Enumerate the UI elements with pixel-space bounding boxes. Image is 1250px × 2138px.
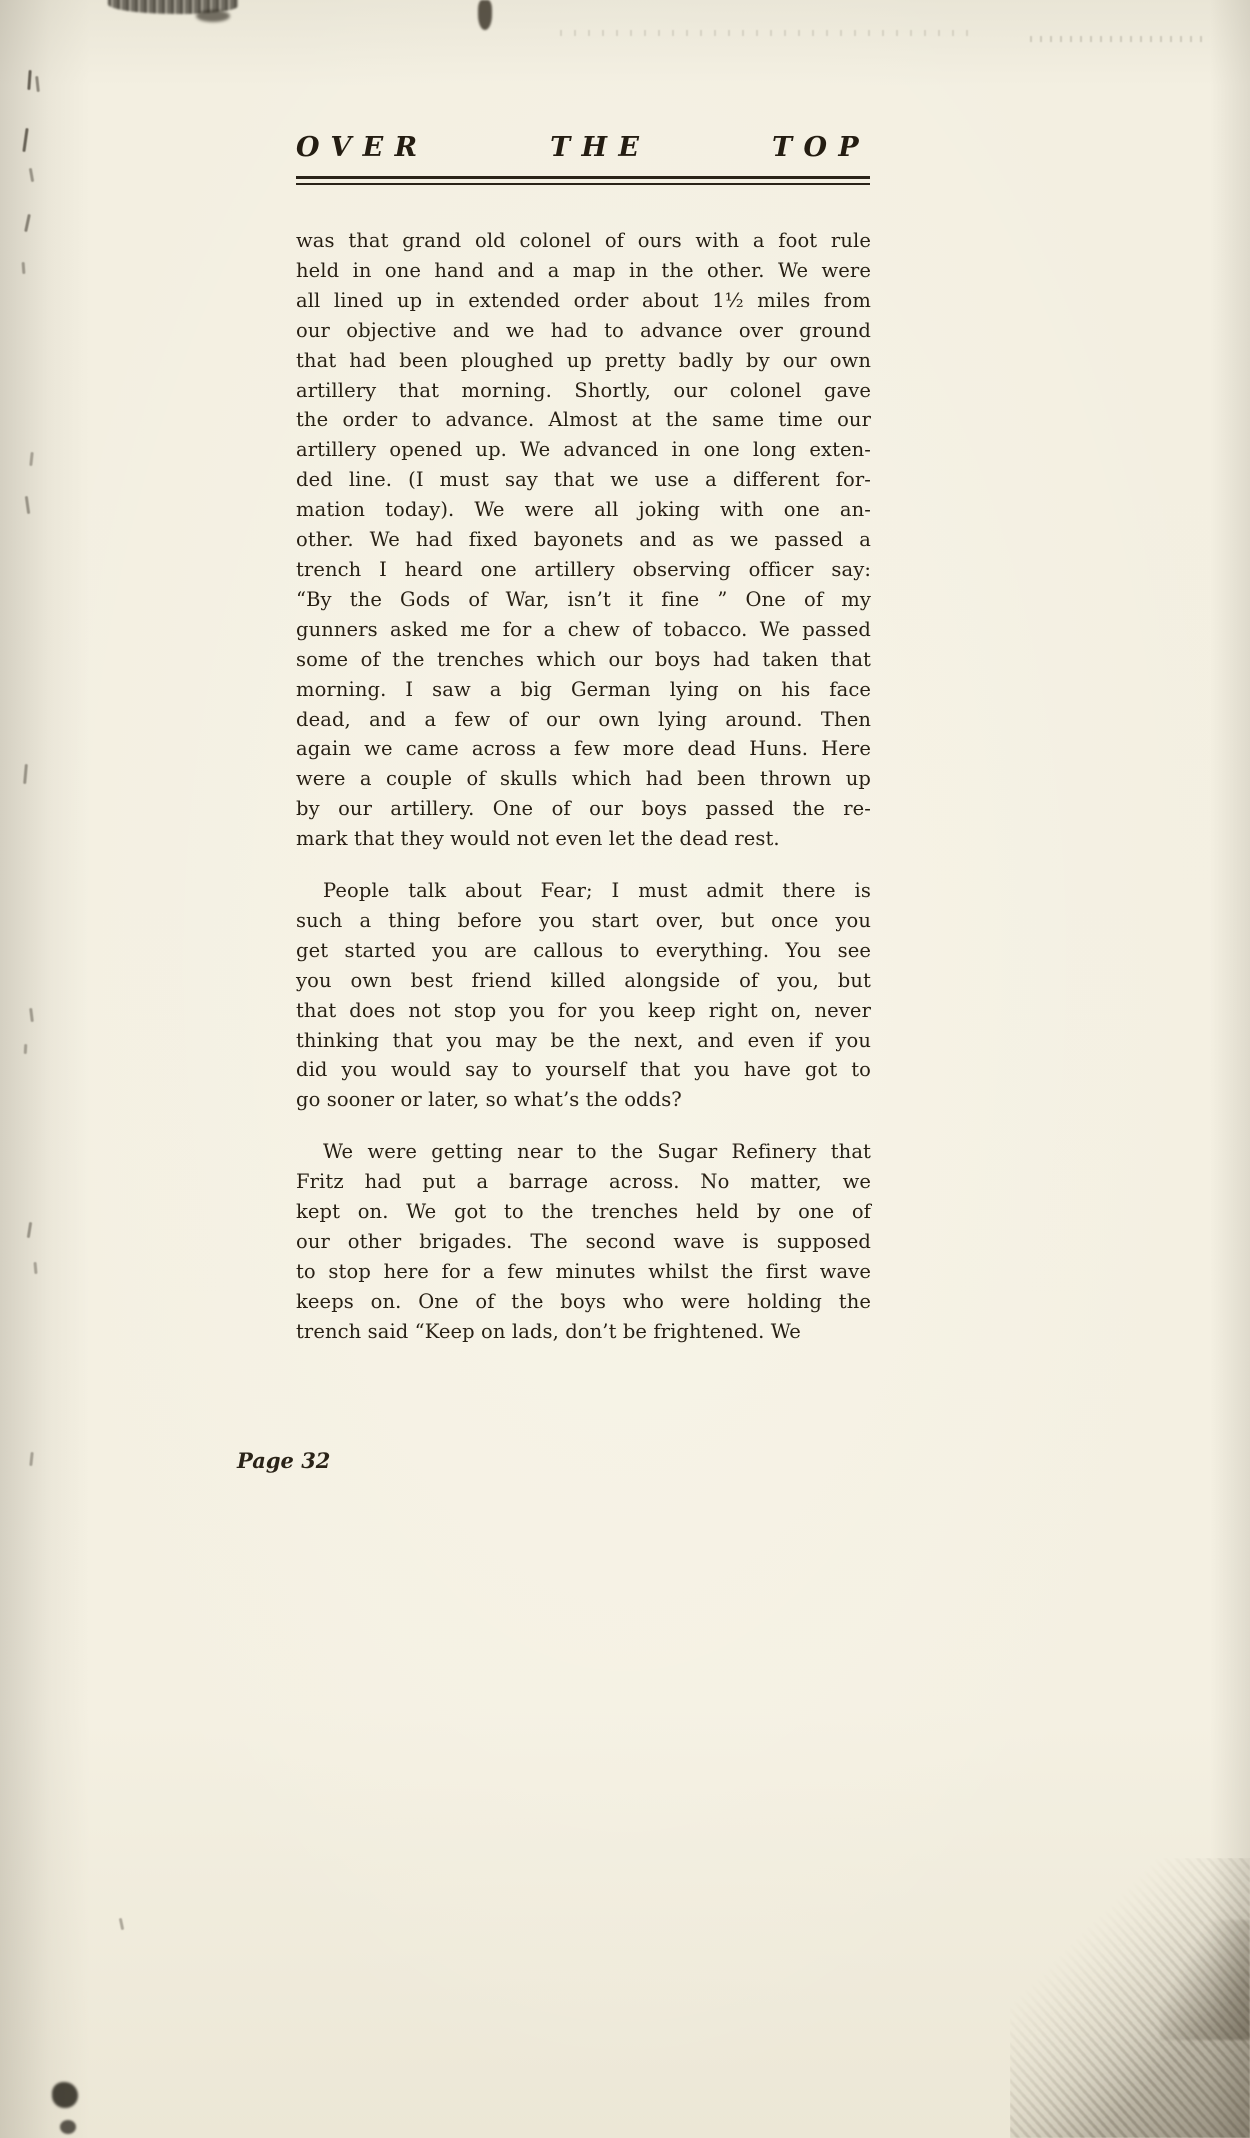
scan-artifact <box>27 1222 32 1238</box>
text-line: morning. I saw a big German lying on his face <box>296 677 871 701</box>
scan-artifact <box>27 70 31 90</box>
scan-artifact <box>119 1918 124 1930</box>
text-line: go sooner or later, so what’s the odds? <box>296 1088 682 1112</box>
text-line: our other brigades. The second wave is supposed <box>296 1230 871 1253</box>
text-line: other. We had fixed bayonets and as we passed a <box>296 528 871 552</box>
text-line: that does not stop you for you keep right on, never <box>296 998 871 1022</box>
scan-artifact <box>29 452 33 466</box>
body-text <box>296 226 871 1347</box>
text-line: all lined up in extended order about 1½ miles from <box>296 288 871 312</box>
text-line: mark that they would not even let the dead rest. <box>296 827 780 851</box>
text-line: We were getting near to the Sugar Refinery that <box>323 1140 871 1164</box>
running-head-word-right: TOP <box>772 132 870 163</box>
scan-artifact <box>1030 36 1210 42</box>
text-line: “By the Gods of War, isn’t it fine ” One of my <box>296 587 871 611</box>
paragraph <box>296 876 871 1115</box>
text-line: was that grand old colonel of ours with a foot rule <box>296 229 871 252</box>
text-line: kept on. We got to the trenches held by one of <box>296 1200 871 1224</box>
scan-artifact <box>108 0 238 14</box>
scan-artifact <box>22 262 26 274</box>
scan-artifact <box>1160 1920 1250 2040</box>
scan-artifact <box>35 76 40 92</box>
text-line: gunners asked me for a chew of tobacco. We passed <box>296 617 871 641</box>
paragraph <box>296 1137 871 1346</box>
text-line: thinking that you may be the next, and even if you <box>296 1028 871 1052</box>
text-line: to stop here for a few minutes whilst the first wave <box>296 1259 871 1283</box>
running-head-word-left: OVER <box>296 132 429 163</box>
text-line: mation today). We were all joking with one an- <box>296 498 871 522</box>
scan-artifact <box>60 2120 76 2134</box>
text-line: trench said “Keep on lads, don’t be frightened. We <box>296 1319 801 1343</box>
double-rule <box>296 176 870 185</box>
scan-artifact <box>23 764 28 784</box>
text-line: Fritz had put a barrage across. No matter, we <box>296 1170 871 1194</box>
text-line: get started you are callous to everything. You see <box>296 938 871 962</box>
text-line: dead, and a few of our own lying around. Then <box>296 707 871 731</box>
scan-artifact <box>1010 1858 1250 2138</box>
scan-artifact <box>25 496 30 514</box>
scan-artifact <box>29 1008 34 1022</box>
page-number: Page 32 <box>237 1448 331 1473</box>
running-head-word-center: THE <box>550 132 651 163</box>
scan-artifact <box>29 168 34 182</box>
scan-artifact <box>22 128 28 152</box>
text-line: held in one hand and a map in the other. We were <box>296 258 871 282</box>
text-line: again we came across a few more dead Huns. Here <box>296 737 871 761</box>
scan-artifact <box>24 214 31 232</box>
text-line: keeps on. One of the boys who were holding the <box>296 1289 871 1313</box>
scan-artifact <box>24 1044 28 1054</box>
text-line: were a couple of skulls which had been thrown up <box>296 767 871 791</box>
scan-artifact <box>52 2082 78 2108</box>
text-line: some of the trenches which our boys had taken that <box>296 647 871 671</box>
text-line: ded line. (I must say that we use a different for- <box>296 468 871 492</box>
scan-artifact <box>33 1262 37 1274</box>
scan-artifact <box>478 0 492 30</box>
text-line: you own best friend killed alongside of you, but <box>296 968 871 992</box>
text-line: artillery opened up. We advanced in one long exten- <box>296 438 871 462</box>
scan-artifact <box>29 1452 33 1466</box>
scan-artifact <box>196 10 230 22</box>
text-line: People talk about Fear; I must admit there is <box>323 879 871 903</box>
text-line: did you would say to yourself that you have got to <box>296 1058 871 1082</box>
text-line: that had been ploughed up pretty badly by our own <box>296 348 871 372</box>
text-line: our objective and we had to advance over ground <box>296 318 871 342</box>
text-line: by our artillery. One of our boys passed the re- <box>296 797 871 821</box>
text-line: artillery that morning. Shortly, our colonel gave <box>296 378 871 402</box>
paragraph <box>296 226 871 854</box>
text-line: the order to advance. Almost at the same time our <box>296 408 871 432</box>
running-head <box>296 132 870 163</box>
scan-artifact <box>560 30 980 36</box>
text-line: trench I heard one artillery observing officer say: <box>296 557 871 581</box>
text-line: such a thing before you start over, but once you <box>296 908 871 932</box>
